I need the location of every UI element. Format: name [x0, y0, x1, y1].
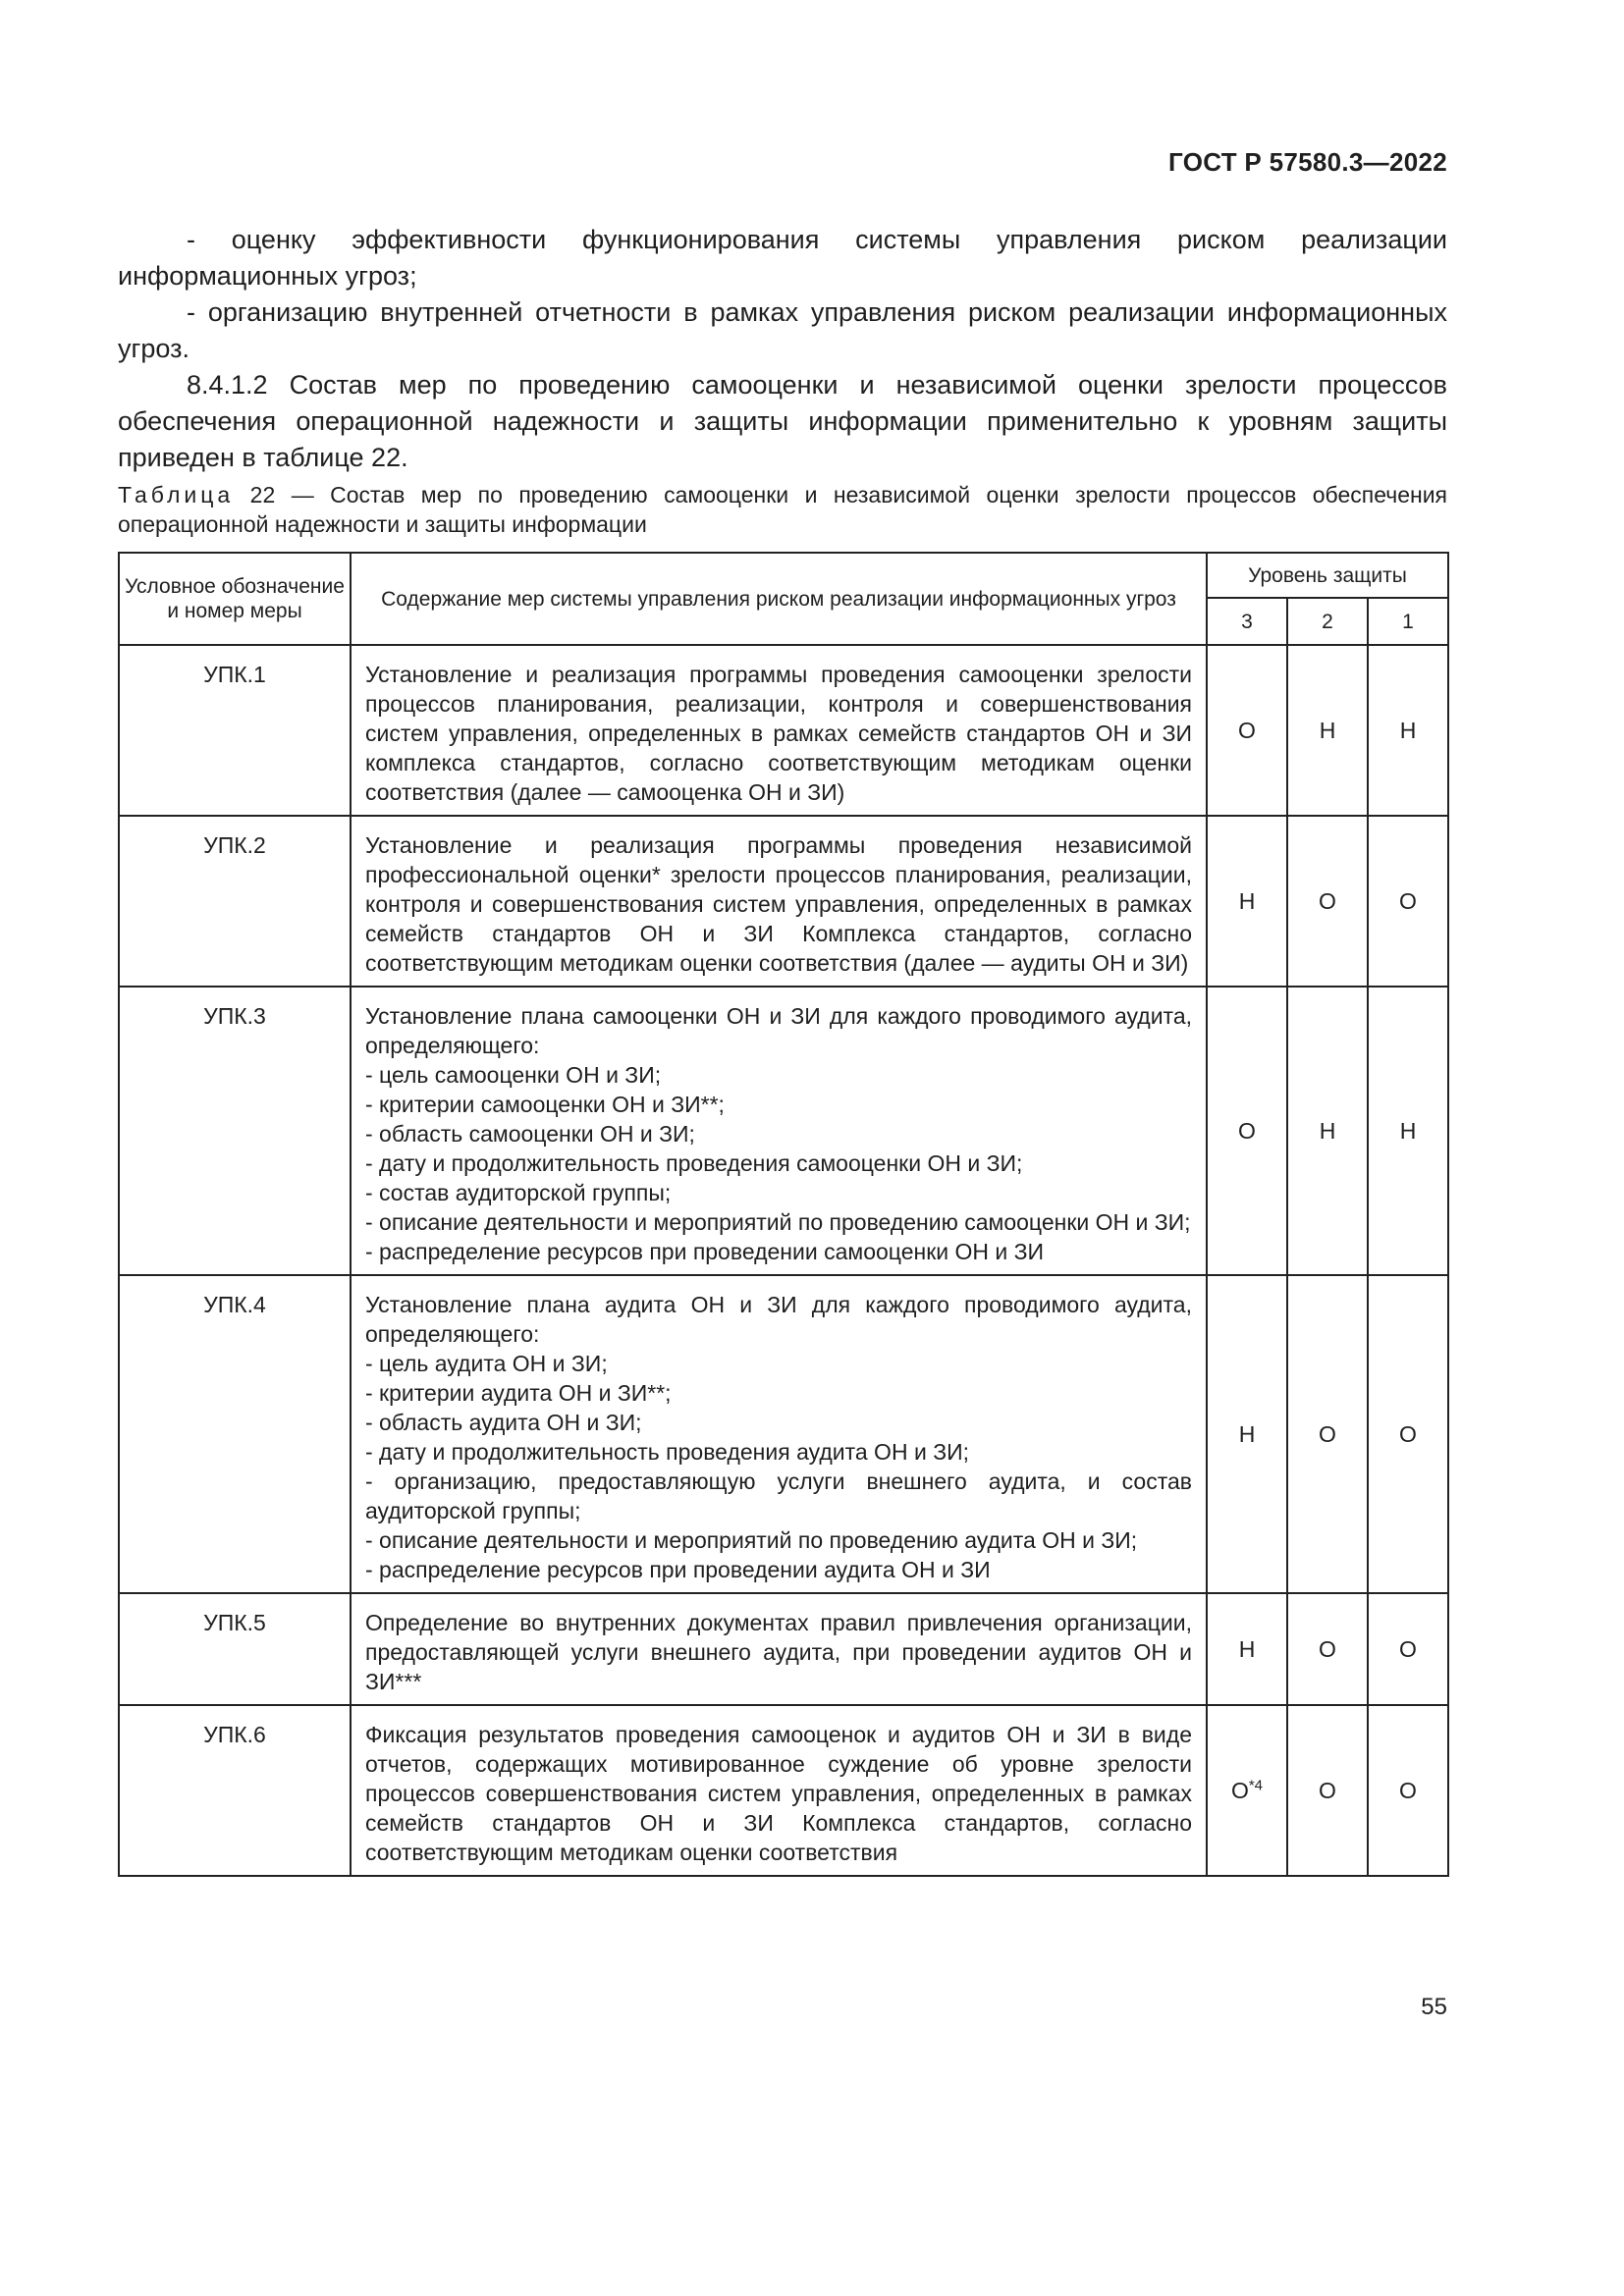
- level-3-value: [1207, 816, 1287, 987]
- measure-content-line: - состав аудиторской группы;: [365, 1180, 672, 1205]
- level-3-value: [1207, 987, 1287, 1275]
- table-caption: [118, 480, 1447, 539]
- table-body: [119, 645, 1448, 1876]
- measure-content-line: - цель аудита ОН и ЗИ;: [365, 1351, 608, 1376]
- footnote-marker: *4: [1248, 1777, 1264, 1794]
- measure-content-line: Определение во внутренних документах правил привлечения организации, предоставляющей услуги внешнего аудита, при проведении аудитов ОН и ЗИ***: [365, 1610, 1192, 1694]
- caption-label: Таблица: [118, 482, 235, 507]
- level-3-mark: О: [1230, 1778, 1249, 1803]
- header-content: Содержание мер системы управления риском реализации информационных угроз: [351, 553, 1207, 645]
- table-row: [119, 1705, 1448, 1876]
- table-row: [119, 1593, 1448, 1705]
- measure-content-line: Установление плана самооценки ОН и ЗИ для каждого проводимого аудита, определяющего:: [365, 1003, 1192, 1058]
- measure-content: [351, 1593, 1207, 1705]
- intro-paragraph: 8.4.1.2 Состав мер по проведению самооценки и независимой оценки зрелости процессов обеспечения операционной надежности и защиты информации применительно к уровням защиты приведен в таблице 22.: [118, 370, 1447, 472]
- measure-content-line: - критерии самооценки ОН и ЗИ**;: [365, 1092, 725, 1117]
- measure-content-line: - дату и продолжительность проведения аудита ОН и ЗИ;: [365, 1439, 970, 1465]
- measure-content-line: - организацию, предоставляющую услуги внешнего аудита, и состав аудиторской группы;: [365, 1468, 1192, 1523]
- document-header: ГОСТ Р 57580.3—2022: [1168, 147, 1447, 177]
- measure-content-line: - распределение ресурсов при проведении аудита ОН и ЗИ: [365, 1557, 991, 1582]
- level-3-mark: Н: [1238, 1421, 1256, 1447]
- measure-content-line: - дату и продолжительность проведения самооценки ОН и ЗИ;: [365, 1150, 1023, 1176]
- header-level-1: 1: [1368, 598, 1448, 645]
- level-3-value: [1207, 1593, 1287, 1705]
- level-2-value: О: [1287, 816, 1368, 987]
- level-2-value: Н: [1287, 987, 1368, 1275]
- level-3-mark: Н: [1238, 888, 1256, 914]
- measure-content-line: Установление и реализация программы проведения независимой профессиональной оценки* зрелости процессов планирования, реализации, контроля и совершенствования систем управления, определенных в рамках семейств стандартов ОН и ЗИ Комплекса стандартов, согласно соответствующим методикам оценки соответствия (далее — аудиты ОН и ЗИ): [365, 832, 1192, 976]
- measure-code: УПК.2: [119, 816, 351, 987]
- measure-content: [351, 645, 1207, 816]
- level-1-value: О: [1368, 1593, 1448, 1705]
- level-3-value: [1207, 1275, 1287, 1593]
- measure-code: УПК.1: [119, 645, 351, 816]
- level-3-mark: О: [1238, 718, 1256, 743]
- intro-paragraph: - оценку эффективности функционирования системы управления риском реализации информационных угроз;: [118, 225, 1447, 291]
- measure-content-line: Установление и реализация программы проведения самооценки зрелости процессов планирования, реализации, контроля и совершенствования систем управления, определенных в рамках семейств стандартов ОН и ЗИ комплекса стандартов, согласно соответствующим методикам оценки соответствия (далее — самооценка ОН и ЗИ): [365, 662, 1192, 805]
- measures-table: [118, 552, 1449, 1877]
- table-row: [119, 987, 1448, 1275]
- table-row: [119, 1275, 1448, 1593]
- caption-text: 22 — Состав мер по проведению самооценки и независимой оценки зрелости процессов обеспечения операционной надежности и защиты информации: [118, 482, 1447, 537]
- measure-content: [351, 816, 1207, 987]
- header-level: Уровень защиты: [1207, 553, 1448, 598]
- measure-code: УПК.5: [119, 1593, 351, 1705]
- measure-content: [351, 987, 1207, 1275]
- intro-paragraph: - организацию внутренней отчетности в рамках управления риском реализации информационных угроз.: [118, 297, 1447, 363]
- level-1-value: Н: [1368, 645, 1448, 816]
- intro-text: [118, 222, 1447, 476]
- measure-content-line: - цель самооценки ОН и ЗИ;: [365, 1062, 662, 1088]
- level-2-value: О: [1287, 1275, 1368, 1593]
- level-1-value: Н: [1368, 987, 1448, 1275]
- header-code: Условное обозначение и номер меры: [119, 553, 351, 645]
- table-row: [119, 816, 1448, 987]
- level-1-value: О: [1368, 1705, 1448, 1876]
- level-2-value: О: [1287, 1593, 1368, 1705]
- measure-code: УПК.6: [119, 1705, 351, 1876]
- measure-code: УПК.4: [119, 1275, 351, 1593]
- measure-content-line: - критерии аудита ОН и ЗИ**;: [365, 1380, 672, 1406]
- measure-content-line: - распределение ресурсов при проведении самооценки ОН и ЗИ: [365, 1239, 1045, 1264]
- measure-code: УПК.3: [119, 987, 351, 1275]
- level-1-value: О: [1368, 816, 1448, 987]
- header-level-2: 2: [1287, 598, 1368, 645]
- page-number: 55: [1421, 1994, 1447, 2020]
- measure-content-line: - описание деятельности и мероприятий по проведению самооценки ОН и ЗИ;: [365, 1209, 1191, 1235]
- level-3-value: [1207, 645, 1287, 816]
- measure-content-line: - область самооценки ОН и ЗИ;: [365, 1121, 695, 1147]
- level-1-value: О: [1368, 1275, 1448, 1593]
- table-row: [119, 645, 1448, 816]
- measure-content-line: Установление плана аудита ОН и ЗИ для каждого проводимого аудита, определяющего:: [365, 1292, 1192, 1347]
- level-3-value: [1207, 1705, 1287, 1876]
- level-3-mark: Н: [1238, 1636, 1256, 1662]
- header-level-3: 3: [1207, 598, 1287, 645]
- level-3-mark: О: [1238, 1118, 1256, 1144]
- measure-content-line: Фиксация результатов проведения самооценок и аудитов ОН и ЗИ в виде отчетов, содержащих мотивированное суждение об уровне зрелости процессов совершенствования систем управления, определенных в рамках семейств стандартов ОН и ЗИ Комплекса стандартов, согласно соответствующим методикам оценки соответствия: [365, 1722, 1192, 1865]
- measure-content: [351, 1275, 1207, 1593]
- measure-content-line: - описание деятельности и мероприятий по проведению аудита ОН и ЗИ;: [365, 1527, 1138, 1553]
- level-2-value: Н: [1287, 645, 1368, 816]
- measure-content: [351, 1705, 1207, 1876]
- measure-content-line: - область аудита ОН и ЗИ;: [365, 1410, 642, 1435]
- level-2-value: О: [1287, 1705, 1368, 1876]
